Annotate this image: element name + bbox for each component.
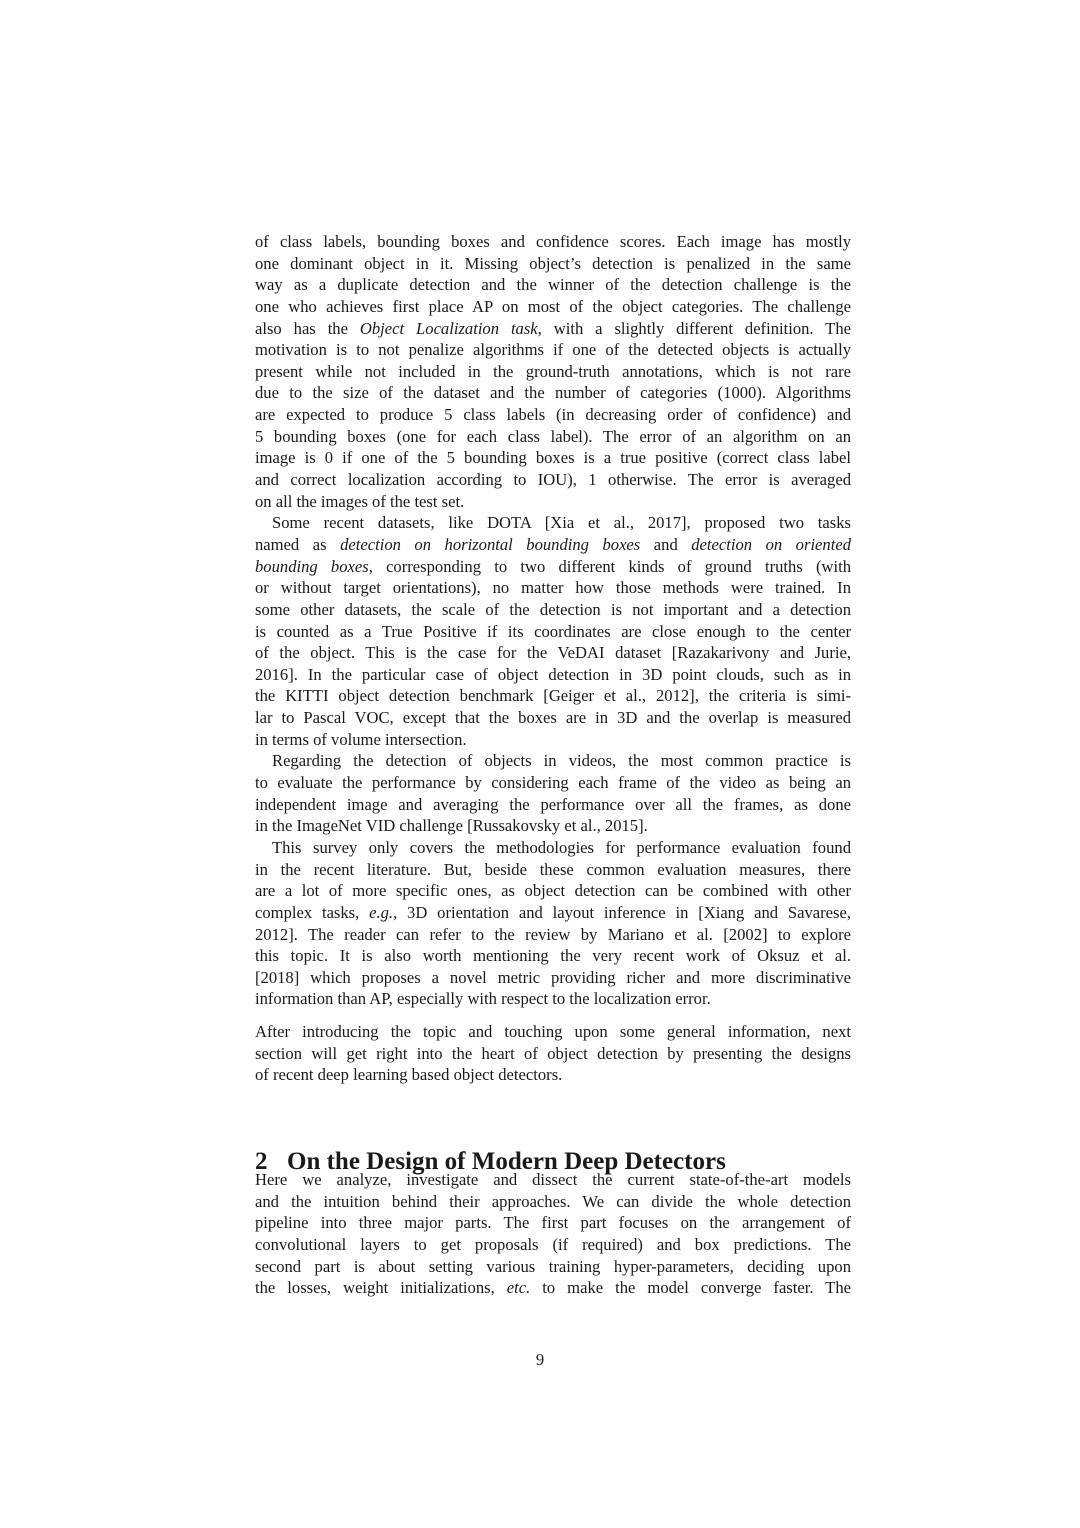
- emphasized-text: detection on horizontal bounding boxes: [340, 534, 641, 554]
- text-span: is counted as a True Positive if its coordinates are close enough to the center: [255, 621, 851, 641]
- text-span: independent image and averaging the performance over all the frames, as done: [255, 794, 851, 814]
- text-line: [255, 750, 851, 772]
- text-span: information than AP, especially with respect to the localization error.: [255, 989, 711, 1009]
- text-line: [255, 859, 851, 881]
- text-line: [255, 880, 851, 902]
- text-span: in the ImageNet VID challenge [Russakovsky et al., 2015].: [255, 816, 648, 836]
- text-span: , corresponding to two different kinds of ground truths (with: [368, 556, 851, 576]
- text-line: [255, 707, 851, 729]
- text-line: [255, 621, 851, 643]
- text-span: one dominant object in it. Missing object’s detection is penalized in the same: [255, 253, 851, 273]
- emphasized-text: e.g.: [369, 902, 394, 922]
- text-line: [255, 902, 851, 924]
- text-span: convolutional layers to get proposals (if required) and box predictions. The: [255, 1234, 851, 1254]
- section-title: On the Design of Modern Deep Detectors: [287, 1147, 726, 1175]
- text-line: [255, 924, 851, 946]
- emphasized-text: bounding boxes: [255, 556, 369, 576]
- text-line: [255, 664, 851, 686]
- text-span: 5 bounding boxes (one for each class label). The error of an algorithm on an: [255, 426, 851, 446]
- emphasized-text: etc.: [506, 1278, 531, 1298]
- section-number: 2: [255, 1147, 268, 1175]
- text-line: [255, 404, 851, 426]
- text-line: [255, 274, 851, 296]
- text-span: way as a duplicate detection and the winner of the detection challenge is the: [255, 275, 851, 295]
- text-span: 2012]. The reader can refer to the review by Mariano et al. [2002] to explore: [255, 924, 851, 944]
- text-span: present while not included in the ground-truth annotations, which is not rare: [255, 361, 851, 381]
- text-line: [255, 382, 851, 404]
- text-span: image is 0 if one of the 5 bounding boxes is a true positive (correct class label: [255, 448, 851, 468]
- text-span: on all the images of the test set.: [255, 491, 465, 511]
- text-line: [255, 296, 851, 318]
- text-span: of recent deep learning based object detectors.: [255, 1065, 563, 1085]
- text-span: are expected to produce 5 class labels (in decreasing order of confidence) and: [255, 405, 851, 425]
- text-line: [255, 361, 851, 383]
- text-span: or without target orientations), no matter how those methods were trained. In: [255, 578, 851, 598]
- text-line: [255, 577, 851, 599]
- text-span: of class labels, bounding boxes and confidence scores. Each image has mostly: [255, 232, 851, 251]
- text-span: due to the size of the dataset and the number of categories (1000). Algorithms: [255, 383, 851, 403]
- text-span: to make the model converge faster. The: [530, 1278, 852, 1298]
- text-line: [255, 1021, 851, 1043]
- text-span: pipeline into three major parts. The first part focuses on the arrangement of: [255, 1213, 851, 1233]
- text-line: [255, 318, 851, 340]
- text-line: [255, 339, 851, 361]
- text-line: [255, 1043, 851, 1065]
- text-line: [255, 469, 851, 491]
- text-span: also has the: [255, 318, 360, 338]
- emphasized-text: Object Localization task: [359, 318, 538, 338]
- section-body-text: [255, 1169, 851, 1299]
- text-span: named as: [255, 534, 341, 554]
- text-span: motivation is to not penalize algorithms if one of the detected objects is actually: [255, 340, 851, 360]
- text-span: of the object. This is the case for the VeDAI dataset [Razakarivony and Jurie,: [255, 643, 851, 663]
- text-line: [255, 1191, 851, 1213]
- text-line: [255, 772, 851, 794]
- text-span: in the recent literature. But, beside these common evaluation measures, there: [255, 859, 851, 879]
- text-line: [255, 512, 851, 534]
- page-number: 9: [535, 1350, 545, 1369]
- text-line: [255, 967, 851, 989]
- text-span: lar to Pascal VOC, except that the boxes are in 3D and the overlap is measured: [255, 708, 851, 728]
- text-line: [255, 815, 851, 837]
- text-line: [255, 794, 851, 816]
- text-line: [255, 729, 851, 751]
- text-span: , 3D orientation and layout inference in [Xiang and Savarese,: [393, 902, 851, 922]
- text-span: this topic. It is also worth mentioning the very recent work of Oksuz et al.: [255, 946, 851, 966]
- text-span: second part is about setting various training hyper-parameters, deciding upon: [255, 1256, 851, 1276]
- text-line: [255, 945, 851, 967]
- text-span: section will get right into the heart of object detection by presenting the designs: [255, 1043, 851, 1063]
- text-line: [255, 1169, 851, 1191]
- text-line: [255, 1256, 851, 1278]
- text-line: [255, 556, 851, 578]
- text-span: and: [640, 534, 692, 554]
- text-line: [255, 642, 851, 664]
- text-line: [255, 685, 851, 707]
- text-line: [255, 1064, 851, 1086]
- text-span: 2016]. In the particular case of object detection in 3D point clouds, such as in: [255, 664, 851, 684]
- text-span: the KITTI object detection benchmark [Geiger et al., 2012], the criteria is simi-: [255, 686, 851, 706]
- emphasized-text: detection on oriented: [691, 534, 851, 554]
- text-line: [255, 837, 851, 859]
- text-span: This survey only covers the methodologies for performance evaluation found: [272, 837, 851, 857]
- text-span: to evaluate the performance by considering each frame of the video as being an: [255, 773, 851, 793]
- text-span: , with a slightly different definition. The: [537, 318, 851, 338]
- text-span: and correct localization according to IOU), 1 otherwise. The error is averaged: [255, 470, 851, 490]
- text-span: in terms of volume intersection.: [255, 729, 467, 749]
- text-span: are a lot of more specific ones, as object detection can be combined with other: [255, 881, 851, 901]
- text-span: one who achieves first place AP on most of the object categories. The challenge: [255, 296, 851, 316]
- text-span: After introducing the topic and touching upon some general information, next: [255, 1022, 851, 1042]
- text-span: some other datasets, the scale of the detection is not important and a detection: [255, 599, 851, 619]
- text-line: [255, 599, 851, 621]
- text-line: [255, 491, 851, 513]
- text-line: [255, 447, 851, 469]
- text-span: and the intuition behind their approaches. We can divide the whole detection: [255, 1191, 851, 1211]
- text-line: [255, 426, 851, 448]
- paragraph-gap: [255, 1010, 851, 1021]
- text-span: [2018] which proposes a novel metric providing richer and more discriminative: [255, 967, 851, 987]
- text-span: the losses, weight initializations,: [255, 1278, 507, 1298]
- text-line: [255, 1212, 851, 1234]
- text-line: [255, 253, 851, 275]
- text-span: Regarding the detection of objects in videos, the most common practice is: [272, 751, 851, 771]
- text-span: Here we analyze, investigate and dissect the current state-of-the-art models: [255, 1170, 851, 1189]
- text-line: [255, 534, 851, 556]
- text-line: [255, 988, 851, 1010]
- body-text-block: [255, 231, 851, 1086]
- text-line: [255, 231, 851, 253]
- text-span: complex tasks,: [255, 902, 370, 922]
- text-span: Some recent datasets, like DOTA [Xia et al., 2017], proposed two tasks: [272, 513, 851, 533]
- text-line: [255, 1277, 851, 1299]
- text-line: [255, 1234, 851, 1256]
